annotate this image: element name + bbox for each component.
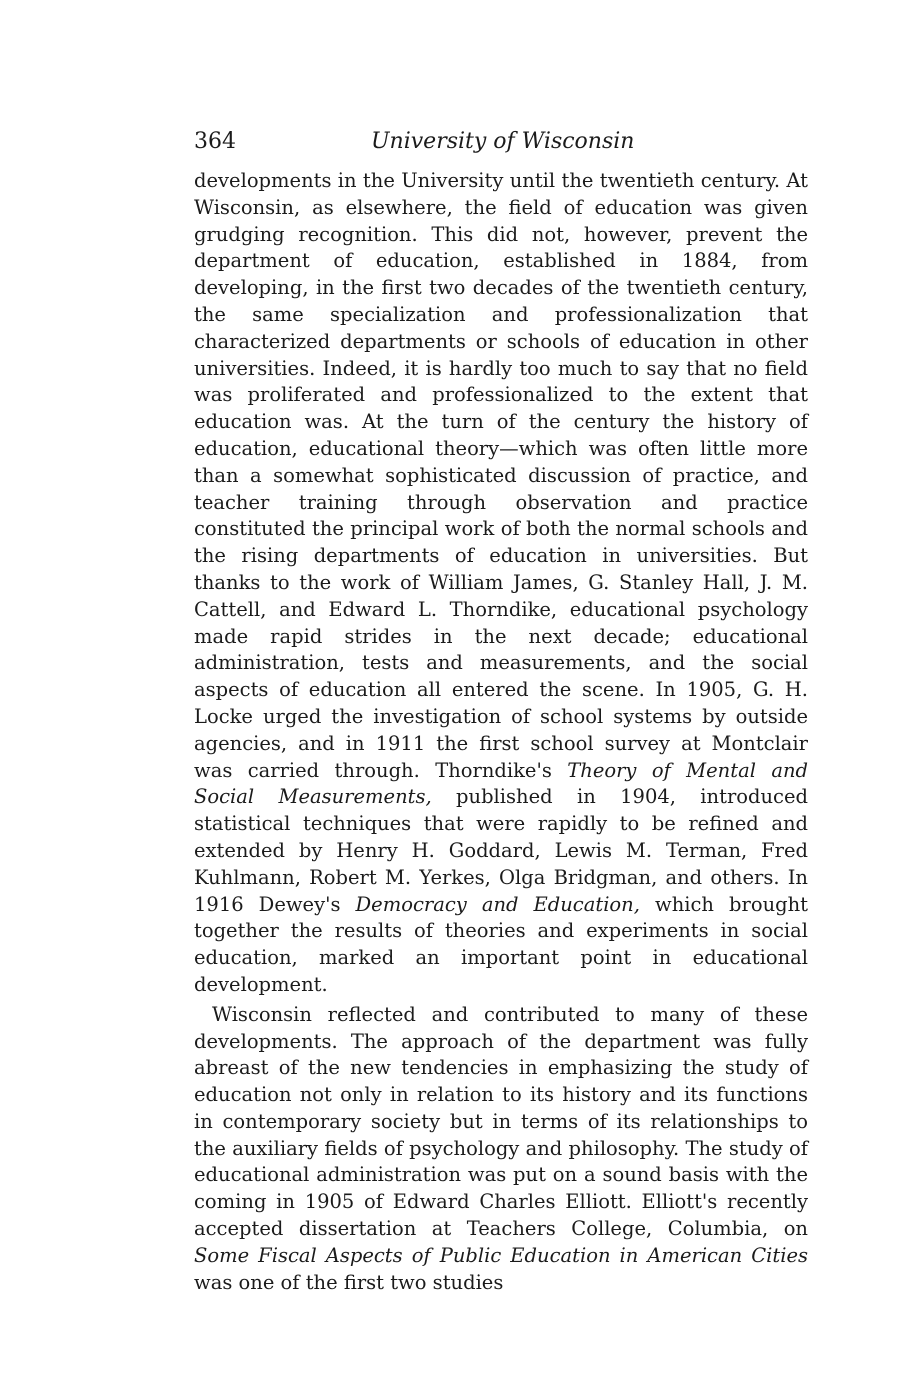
paragraph-text: developments in the University until the twentieth century. At Wisconsin, as elsewhere, the field of education was given grudging recognition. This did not, however, prevent the department of education, established in 1884, from developing, in the first two decades of the twentieth century, the same specialization and professionalization that characterized departments or schools of education in other universities. Indeed, it is hardly too much to say that no field was proliferated and professionalized to the extent that education was. At the turn of the century the history of education, educational theory—which was often little more than a somewhat sophisticated discussion of practice, and teacher training through observation and practice constituted the principal work of both the normal schools and the rising departments of education in universities. But thanks to the work of William James, G. Stanley Hall, J. M. Cattell, and Edward L. Thorndike, educational psychology made rapid strides in the next decade; educational administration, tests and measurements, and the social aspects of education all entered the scene. In 1905, G. H. Locke urged the investigation of school systems by outside agencies, and in 1911 the first school survey at Montclair was carried through. Thorndike's bbox=[194, 169, 808, 782]
page-content bbox=[194, 128, 808, 1296]
body-text bbox=[194, 168, 808, 1296]
running-title: University of Wisconsin bbox=[371, 129, 635, 154]
running-head bbox=[194, 128, 808, 168]
paragraph-text: was one of the first two studies bbox=[194, 1270, 504, 1294]
book-title: Theory of Mental and Social Measurements, bbox=[194, 758, 808, 809]
book-title: Democracy and Education, bbox=[355, 892, 640, 916]
page-number: 364 bbox=[194, 129, 236, 154]
paragraph-text: published in 1904, introduced statistical techniques that were rapidly to be refined and extended by Henry H. Goddard, Lewis M. Terman, Fred Kuhlmann, Robert M. Yerkes, Olga Bridgman, and others. In 1916 Dewey's bbox=[194, 785, 808, 916]
paragraph-text: Wisconsin reflected and contributed to many of these developments. The approach of the department was fully abreast of the new tendencies in emphasizing the study of education not only in relation to its history and its functions in contemporary society but in terms of its relationships to the auxiliary fields of psychology and philosophy. The study of educational administration was put on a sound basis with the coming in 1905 of Edward Charles Elliott. Elliott's recently accepted dissertation at Teachers College, Columbia, on bbox=[194, 1002, 808, 1241]
paragraph bbox=[194, 1002, 808, 1297]
paragraph bbox=[194, 168, 808, 999]
paragraph-text: which brought together the results of theories and experiments in social education, marked an important point in educational development. bbox=[194, 892, 809, 996]
book-title: Some Fiscal Aspects of Public Education in American Cities bbox=[194, 1243, 808, 1267]
